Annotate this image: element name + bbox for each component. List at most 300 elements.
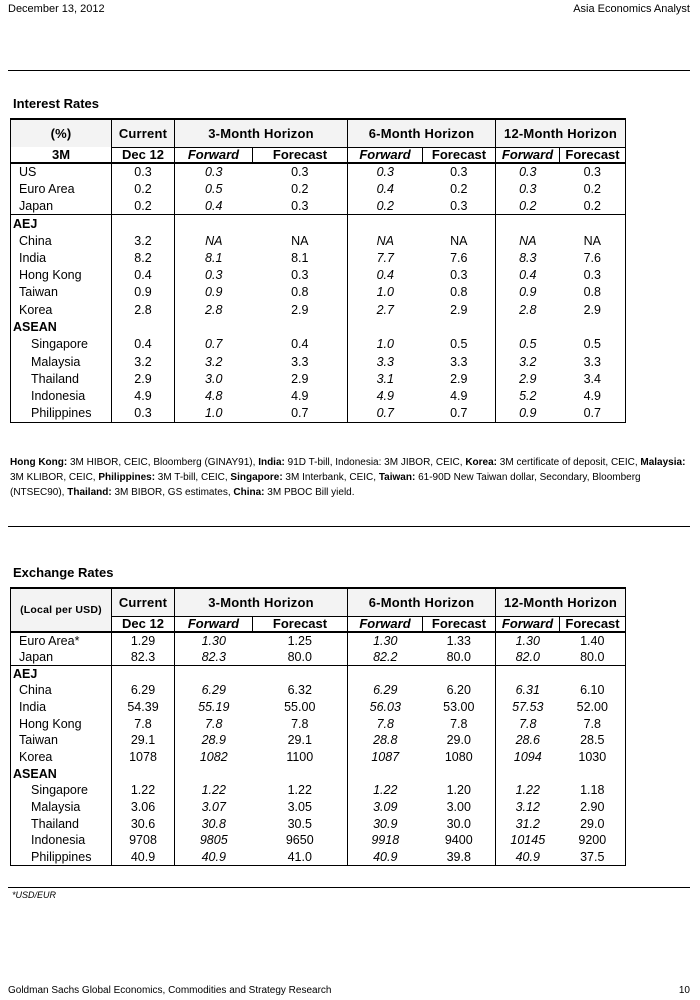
empty-cell	[423, 215, 496, 232]
table-cell: 1.25	[287, 633, 312, 648]
source-label: Singapore:	[230, 472, 283, 483]
empty-cell	[423, 665, 496, 682]
empty-cell	[348, 665, 423, 682]
empty-cell	[560, 766, 626, 783]
table-cell: 7.6	[450, 250, 468, 265]
table-cell: 3.2	[134, 354, 152, 369]
table-cell: 7.8	[291, 716, 309, 731]
table-cell: 37.5	[560, 849, 626, 866]
table-cell: 40.9	[496, 849, 560, 866]
row-label: Euro Area*	[11, 632, 112, 649]
empty-cell	[496, 215, 560, 232]
table-row	[11, 699, 626, 716]
subheader: Dec 12	[112, 616, 175, 632]
source-label: Hong Kong:	[10, 457, 68, 468]
table-cell: 1.0	[175, 405, 253, 422]
source-label: China:	[233, 487, 265, 498]
table-cell: 53.00	[443, 699, 475, 714]
table-cell: 0.3	[560, 267, 626, 284]
table-cell: 28.9	[175, 732, 253, 749]
table-cell: 80.0	[560, 649, 626, 666]
table-cell: 7.8	[134, 716, 152, 731]
table-cell: 1082	[175, 749, 253, 766]
table-cell: 3.2	[496, 353, 560, 370]
empty-cell	[560, 319, 626, 336]
empty-cell	[560, 215, 626, 232]
table-cell: 0.5	[175, 180, 253, 197]
table-cell: 30.5	[287, 816, 312, 831]
table-cell: 0.8	[560, 284, 626, 301]
table-cell: 0.2	[291, 181, 309, 196]
table-cell: 3.1	[348, 371, 423, 388]
table-cell: 1.22	[348, 782, 423, 799]
source-label: Philippines:	[98, 472, 156, 483]
table-cell: 0.7	[175, 336, 253, 353]
report-date: December 13, 2012	[8, 3, 105, 15]
table-cell: 0.4	[175, 198, 253, 215]
table-cell: 7.8	[348, 715, 423, 732]
empty-cell	[175, 319, 253, 336]
table-cell: NA	[175, 232, 253, 249]
table-row	[11, 232, 626, 249]
row-label: Japan	[11, 649, 112, 666]
table-cell: 2.9	[134, 371, 152, 386]
table-row	[11, 799, 626, 816]
source-label: Malaysia:	[640, 457, 686, 468]
table-row	[11, 371, 626, 388]
table-row	[11, 284, 626, 301]
table-cell: 0.7	[253, 405, 348, 422]
table-cell: 6.29	[348, 682, 423, 699]
table-cell: 3.00	[446, 799, 471, 814]
divider	[8, 526, 690, 527]
table-cell: 2.9	[291, 371, 309, 386]
table-cell: 3.3	[560, 353, 626, 370]
group-row	[11, 319, 626, 336]
subheader: Forward	[496, 616, 560, 632]
table-cell: 3.07	[175, 799, 253, 816]
table-cell: 0.5	[496, 336, 560, 353]
table-cell: 1094	[496, 749, 560, 766]
col-12m-horizon: 12-Month Horizon	[496, 588, 626, 616]
table-cell: 0.9	[496, 284, 560, 301]
col-6m-horizon: 6-Month Horizon	[348, 588, 496, 616]
row-label: Hong Kong	[11, 267, 112, 284]
table-cell: 0.2	[560, 198, 626, 215]
subheader: Forward	[496, 147, 560, 163]
subheader: Forward	[175, 147, 253, 163]
table-row	[11, 849, 626, 866]
table-cell: NA	[348, 232, 423, 249]
table-cell: 80.0	[287, 649, 312, 664]
row-label: Philippines	[11, 849, 112, 866]
row-label: Thailand	[11, 371, 112, 388]
table-cell: 2.9	[560, 301, 626, 318]
table-cell: 0.8	[450, 285, 468, 300]
table-cell: 9805	[175, 832, 253, 849]
table-cell: 0.3	[134, 164, 152, 179]
table-cell: 28.8	[348, 732, 423, 749]
table-cell: 0.3	[291, 268, 309, 283]
table-cell: 0.9	[496, 405, 560, 422]
source-text: 3M PBOC Bill yield.	[264, 487, 355, 498]
table-cell: 1100	[286, 749, 314, 764]
table-cell: 1.29	[130, 633, 156, 648]
subheader: Forecast	[423, 616, 496, 632]
table-row	[11, 301, 626, 318]
table-cell: 6.29	[175, 682, 253, 699]
table-cell: 5.2	[496, 388, 560, 405]
table-cell: 82.2	[348, 649, 423, 666]
subheader: Forward	[348, 616, 423, 632]
table-cell: 39.8	[423, 849, 496, 866]
table-cell: 4.8	[175, 388, 253, 405]
table-cell: 0.4	[348, 267, 423, 284]
table-cell: 31.2	[496, 816, 560, 833]
table-cell: 7.8	[560, 715, 626, 732]
group-row	[11, 665, 626, 682]
table-cell: 1030	[560, 749, 626, 766]
source-text: 3M HIBOR, CEIC, Bloomberg (GINAY91),	[67, 457, 259, 468]
table-cell: 55.00	[284, 699, 316, 714]
row-label: Taiwan	[11, 732, 112, 749]
table-cell: 2.8	[134, 302, 152, 317]
table-cell: 29.1	[287, 733, 312, 748]
table-row	[11, 163, 626, 180]
row-label: Euro Area	[11, 180, 112, 197]
interest-rates-title: Interest Rates	[13, 96, 99, 111]
table-cell: 3.05	[287, 799, 312, 814]
table-cell: 2.7	[348, 301, 423, 318]
divider	[8, 887, 690, 888]
table-cell: 0.3	[291, 198, 309, 213]
table-cell: 1.22	[287, 783, 312, 798]
subheader: Forecast	[560, 147, 626, 163]
row-label: Malaysia	[11, 799, 112, 816]
table-cell: 54.39	[127, 699, 159, 714]
table-row	[11, 336, 626, 353]
table-cell: 0.2	[134, 181, 152, 196]
table-cell: 0.2	[134, 198, 152, 213]
table-cell: 9400	[444, 833, 473, 848]
source-text: 3M Interbank, CEIC,	[282, 472, 379, 483]
divider	[8, 70, 690, 71]
group-label: ASEAN	[11, 319, 112, 336]
table-cell: 1.0	[348, 284, 423, 301]
table-cell: 1.22	[175, 782, 253, 799]
col-12m-horizon: 12-Month Horizon	[496, 119, 626, 147]
group-label: ASEAN	[11, 766, 112, 783]
empty-cell	[253, 766, 348, 783]
table-cell: 1.22	[496, 782, 560, 799]
table-cell: 40.9	[175, 849, 253, 866]
page-number: 10	[678, 985, 690, 996]
table-cell: 4.9	[134, 389, 152, 404]
table-cell: 0.9	[175, 284, 253, 301]
source-text: 91D T-bill, Indonesia: 3M JIBOR, CEIC,	[284, 457, 466, 468]
table-cell: 4.9	[450, 389, 468, 404]
table-cell: 8.1	[291, 250, 309, 265]
table-cell: 0.3	[450, 268, 468, 283]
empty-cell	[496, 319, 560, 336]
table-cell: 0.3	[175, 163, 253, 180]
empty-cell	[175, 215, 253, 232]
table-cell: 29.0	[446, 733, 471, 748]
table-cell: 0.3	[450, 198, 468, 213]
table-cell: 8.2	[134, 250, 152, 265]
table-cell: 7.6	[560, 249, 626, 266]
subheader: Forward	[175, 616, 253, 632]
row-label: Thailand	[11, 816, 112, 833]
source-label: Korea:	[465, 457, 497, 468]
table-row	[11, 180, 626, 197]
table-cell: 0.2	[560, 180, 626, 197]
table-cell: 1.0	[348, 336, 423, 353]
table-cell: 82.3	[175, 649, 253, 666]
table-cell: NA	[560, 232, 626, 249]
row-label: Singapore	[11, 782, 112, 799]
row-label: India	[11, 249, 112, 266]
table-row	[11, 749, 626, 766]
source-label: Thailand:	[67, 487, 112, 498]
table-cell: 2.9	[291, 302, 309, 317]
col-current: Current	[112, 588, 175, 616]
table-cell: 3.09	[348, 799, 423, 816]
source-text: 3M certificate of deposit, CEIC,	[497, 457, 641, 468]
empty-cell	[423, 766, 496, 783]
table-cell: 4.9	[291, 389, 309, 404]
table-cell: 0.5	[560, 336, 626, 353]
table-cell: NA	[291, 233, 309, 248]
table-cell: 0.4	[134, 337, 152, 352]
table-cell: 8.1	[175, 249, 253, 266]
empty-cell	[423, 319, 496, 336]
corner-label: (%)	[11, 119, 112, 147]
table-cell: 28.6	[496, 732, 560, 749]
empty-cell	[253, 319, 348, 336]
table-cell: 0.8	[291, 285, 309, 300]
empty-cell	[496, 665, 560, 682]
empty-cell	[112, 215, 175, 232]
interest-rates-table	[10, 118, 626, 423]
row-label: China	[11, 232, 112, 249]
table-cell: 9200	[560, 832, 626, 849]
table-cell: 0.3	[496, 163, 560, 180]
group-label: AEJ	[11, 215, 112, 232]
table-row	[11, 649, 626, 666]
table-cell: 3.3	[291, 354, 309, 369]
table-cell: 0.4	[134, 268, 152, 283]
col-6m-horizon: 6-Month Horizon	[348, 119, 496, 147]
tenor-label: 3M	[11, 147, 112, 163]
subheader: Dec 12	[112, 147, 175, 163]
table-cell: 7.8	[175, 715, 253, 732]
source-text: 3M T-bill, CEIC,	[155, 472, 231, 483]
table-cell: 1.30	[496, 632, 560, 649]
empty-cell	[175, 665, 253, 682]
table-row	[11, 405, 626, 422]
exchange-rates-table	[10, 587, 626, 866]
table-row	[11, 682, 626, 699]
table-cell: 0.3	[496, 180, 560, 197]
table-cell: 0.2	[496, 198, 560, 215]
row-label: Philippines	[11, 405, 112, 422]
table-cell: 3.3	[348, 353, 423, 370]
table-cell: 1.40	[560, 632, 626, 649]
empty-cell	[253, 665, 348, 682]
subheader: Forward	[348, 147, 423, 163]
table-cell: 57.53	[496, 699, 560, 716]
table-cell: 6.20	[446, 683, 471, 698]
table-cell: 3.12	[496, 799, 560, 816]
table-cell: 4.9	[348, 388, 423, 405]
row-label: Taiwan	[11, 284, 112, 301]
table-cell: 0.2	[348, 198, 423, 215]
table-row	[11, 632, 626, 649]
empty-cell	[496, 766, 560, 783]
source-text: 3M KLIBOR, CEIC,	[10, 472, 99, 483]
table-cell: 9708	[129, 833, 157, 848]
table-cell: 0.3	[348, 163, 423, 180]
table-cell: 3.06	[130, 799, 156, 814]
row-label: China	[11, 682, 112, 699]
table-row	[11, 388, 626, 405]
interest-rates-sources	[10, 455, 690, 500]
table-cell: 0.7	[423, 405, 496, 422]
table-cell: 3.2	[175, 353, 253, 370]
table-row	[11, 267, 626, 284]
table-cell: 1087	[348, 749, 423, 766]
empty-cell	[348, 319, 423, 336]
col-3m-horizon: 3-Month Horizon	[175, 119, 348, 147]
table-cell: 2.9	[450, 371, 468, 386]
table-cell: 56.03	[348, 699, 423, 716]
table-cell: 10145	[496, 832, 560, 849]
table-cell: 0.3	[291, 164, 309, 179]
table-cell: 82.3	[130, 649, 156, 664]
table-cell: 2.90	[560, 799, 626, 816]
row-label: US	[11, 163, 112, 180]
table-row	[11, 198, 626, 215]
table-cell: 1.20	[446, 783, 471, 798]
table-cell: 0.4	[496, 267, 560, 284]
table-cell: 1.18	[560, 782, 626, 799]
group-label: AEJ	[11, 665, 112, 682]
table-cell: 1078	[129, 749, 157, 764]
table-cell: 55.19	[175, 699, 253, 716]
subheader: Forecast	[560, 616, 626, 632]
table-cell: 6.10	[560, 682, 626, 699]
table-cell: 0.4	[348, 180, 423, 197]
table-cell: 2.9	[450, 302, 468, 317]
table-cell: 40.9	[348, 849, 423, 866]
source-label: Taiwan:	[378, 472, 416, 483]
table-cell: 28.5	[560, 732, 626, 749]
table-cell: 7.7	[348, 249, 423, 266]
table-row	[11, 353, 626, 370]
table-cell: 0.2	[450, 181, 468, 196]
table-cell: 0.5	[450, 337, 468, 352]
subheader: Forecast	[423, 147, 496, 163]
table-cell: 0.3	[450, 164, 468, 179]
table-cell: 1.22	[130, 783, 156, 798]
empty-cell	[112, 665, 175, 682]
footnote: *USD/EUR	[12, 890, 57, 900]
table-cell: 6.31	[496, 682, 560, 699]
publication-title: Asia Economics Analyst	[573, 3, 690, 15]
col-current: Current	[112, 119, 175, 147]
empty-cell	[560, 665, 626, 682]
empty-cell	[253, 215, 348, 232]
table-cell: 0.3	[560, 163, 626, 180]
table-cell: 0.3	[175, 267, 253, 284]
table-cell: 1.33	[446, 633, 471, 648]
table-cell: 1.30	[175, 632, 253, 649]
table-cell: 7.8	[496, 715, 560, 732]
table-cell: 52.00	[560, 699, 626, 716]
table-cell: 3.4	[560, 371, 626, 388]
row-label: Indonesia	[11, 832, 112, 849]
table-cell: 1080	[444, 749, 473, 764]
table-cell: 1.30	[348, 632, 423, 649]
col-3m-horizon: 3-Month Horizon	[175, 588, 348, 616]
footer-source: Goldman Sachs Global Economics, Commodities and Strategy Research	[8, 985, 332, 996]
table-cell: 82.0	[496, 649, 560, 666]
table-cell: 7.8	[450, 716, 468, 731]
empty-cell	[175, 766, 253, 783]
table-cell: NA	[496, 232, 560, 249]
empty-cell	[112, 766, 175, 783]
table-cell: 3.2	[134, 233, 152, 248]
table-cell: 6.29	[130, 683, 156, 698]
table-cell: 0.7	[348, 405, 423, 422]
table-cell: 41.0	[253, 849, 348, 866]
table-cell: 30.8	[175, 816, 253, 833]
row-label: Japan	[11, 198, 112, 215]
group-row	[11, 766, 626, 783]
empty-cell	[348, 766, 423, 783]
source-text: 61-90D New Taiwan dollar, Secondary, Bloomberg (NTSEC90),	[10, 472, 641, 498]
table-cell: 0.7	[560, 405, 626, 422]
table-cell: 0.4	[291, 337, 309, 352]
table-cell: 80.0	[446, 649, 471, 664]
exchange-rates-title: Exchange Rates	[13, 565, 114, 580]
table-cell: 30.0	[446, 816, 471, 831]
empty-cell	[112, 319, 175, 336]
table-cell: 9918	[348, 832, 423, 849]
table-cell: 2.8	[496, 301, 560, 318]
table-cell: NA	[450, 233, 468, 248]
table-cell: 9650	[285, 833, 314, 848]
table-cell: 30.9	[348, 816, 423, 833]
table-row	[11, 782, 626, 799]
table-cell: 2.9	[496, 371, 560, 388]
row-label: Korea	[11, 301, 112, 318]
row-label: Korea	[11, 749, 112, 766]
table-cell: 2.8	[175, 301, 253, 318]
table-row	[11, 715, 626, 732]
source-text: 3M BIBOR, GS estimates,	[111, 487, 234, 498]
table-cell: 3.0	[175, 371, 253, 388]
table-cell: 6.32	[287, 683, 312, 698]
table-row	[11, 249, 626, 266]
row-label: Singapore	[11, 336, 112, 353]
row-label: India	[11, 699, 112, 716]
empty-cell	[348, 215, 423, 232]
group-row	[11, 215, 626, 232]
table-cell: 4.9	[560, 388, 626, 405]
table-cell: 8.3	[496, 249, 560, 266]
